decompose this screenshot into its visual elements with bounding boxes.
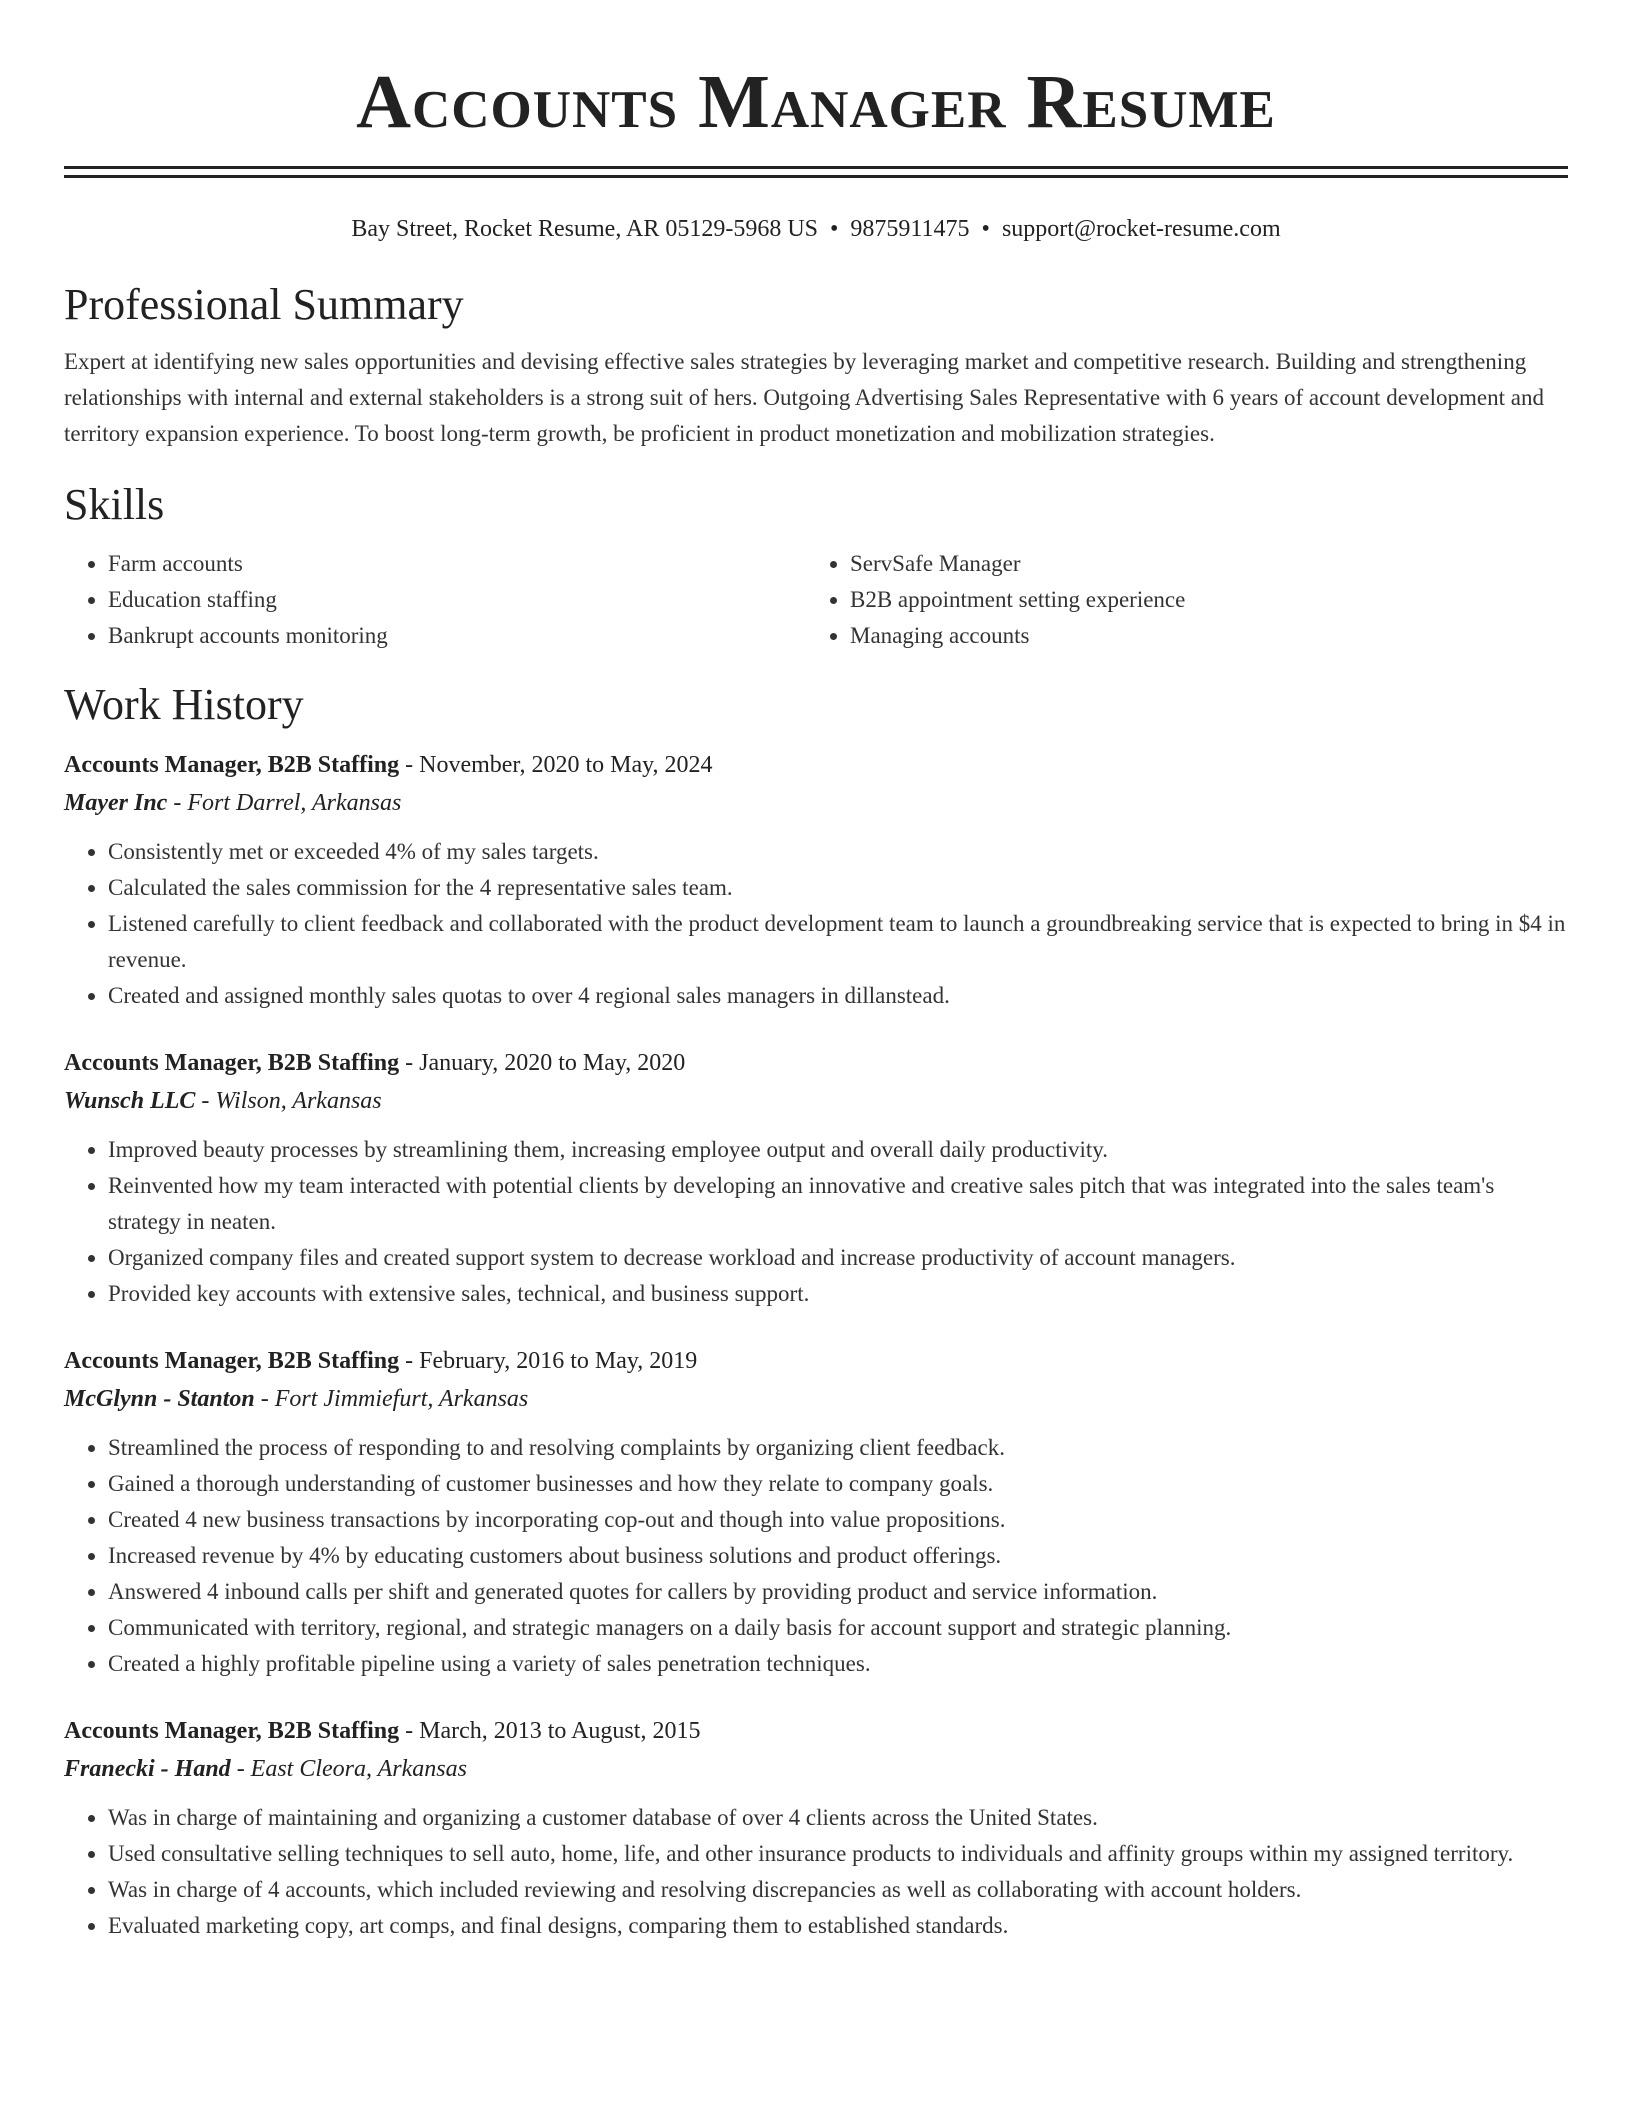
job-company: Wunsch LLC: [64, 1088, 196, 1114]
skills-column-right: [806, 546, 1548, 654]
job-bullet: • Created 4 new business transactions by incorporating cop-out and though into value propositions.: [108, 1502, 1568, 1538]
job-company: Franecki - Hand: [64, 1756, 231, 1782]
job-title: Accounts Manager, B2B Staffing: [64, 1050, 400, 1076]
job-bullet: • Created a highly profitable pipeline using a variety of sales penetration techniques.: [108, 1646, 1568, 1682]
job-bullet: • Gained a thorough understanding of customer businesses and how they relate to company goals.: [108, 1466, 1568, 1502]
job-location: - Fort Jimmiefurt, Arkansas: [254, 1386, 529, 1412]
job-bullet: • Communicated with territory, regional, and strategic managers on a daily basis for account support and strategic planning.: [108, 1610, 1568, 1646]
contact-email: support@rocket-resume.com: [1001, 216, 1281, 242]
job-company: Mayer Inc: [64, 790, 168, 816]
job-title: Accounts Manager, B2B Staffing: [64, 752, 400, 778]
job-dates: - March, 2013 to August, 2015: [399, 1718, 701, 1744]
job-bullet: • Consistently met or exceeded 4% of my sales targets.: [108, 834, 1568, 870]
contact-separator: •: [830, 216, 839, 242]
title-divider-top: [64, 166, 1568, 169]
job-location: - Fort Darrel, Arkansas: [167, 790, 402, 816]
contact-address: Bay Street, Rocket Resume, AR 05129-5968 US: [351, 216, 819, 242]
job-bullet: • Answered 4 inbound calls per shift and generated quotes for callers by providing product and service information.: [108, 1574, 1568, 1610]
job-bullet: • Improved beauty processes by streamlining them, increasing employee output and overall daily productivity.: [108, 1132, 1568, 1168]
skills-column-left: [64, 546, 806, 654]
contact-phone: 9875911475: [850, 216, 970, 242]
job-title-line: [64, 1712, 1568, 1750]
section-heading-summary: Professional Summary: [64, 280, 464, 329]
professional-summary-section: [64, 280, 1568, 452]
job-bullet: • Streamlined the process of responding to and resolving complaints by organizing client feedback.: [108, 1430, 1568, 1466]
job-bullets: [64, 834, 1568, 1014]
section-heading-skills: Skills: [64, 480, 165, 529]
section-heading-work: Work History: [64, 680, 304, 729]
job-company-line: [64, 1380, 1568, 1418]
job-title-line: [64, 746, 1568, 784]
job-dates: - January, 2020 to May, 2020: [399, 1050, 686, 1076]
job-entry: [64, 1712, 1568, 1944]
contact-separator: •: [981, 216, 990, 242]
job-title: Accounts Manager, B2B Staffing: [64, 1348, 400, 1374]
job-bullets: [64, 1430, 1568, 1682]
job-bullet: • Created and assigned monthly sales quotas to over 4 regional sales managers in dillanstead.: [108, 978, 1568, 1014]
work-history-section: [64, 680, 1568, 1944]
job-bullet: • Was in charge of maintaining and organizing a customer database of over 4 clients across the United States.: [108, 1800, 1568, 1836]
skill-item: • ServSafe Manager: [850, 546, 1548, 582]
skills-section: [64, 480, 1568, 654]
job-dates: - February, 2016 to May, 2019: [399, 1348, 698, 1374]
resume-page: [64, 0, 1568, 1944]
job-bullet: • Reinvented how my team interacted with potential clients by developing an innovative and creative sales pitch that was integrated into the sales team's strategy in neaten.: [108, 1168, 1568, 1240]
job-company: McGlynn - Stanton: [64, 1386, 255, 1412]
job-location: - East Cleora, Arkansas: [230, 1756, 467, 1782]
skill-item: • Education staffing: [108, 582, 806, 618]
job-bullet: • Organized company files and created support system to decrease workload and increase productivity of account managers.: [108, 1240, 1568, 1276]
job-title-line: [64, 1044, 1568, 1082]
job-entry: [64, 1342, 1568, 1682]
job-title: Accounts Manager, B2B Staffing: [64, 1718, 400, 1744]
job-bullet: • Was in charge of 4 accounts, which included reviewing and resolving discrepancies as well as collaborating with account holders.: [108, 1872, 1568, 1908]
job-bullets: [64, 1800, 1568, 1944]
job-bullet: • Provided key accounts with extensive sales, technical, and business support.: [108, 1276, 1568, 1312]
skill-item: • Farm accounts: [108, 546, 806, 582]
skill-item: • Managing accounts: [850, 618, 1548, 654]
skill-item: • Bankrupt accounts monitoring: [108, 618, 806, 654]
skills-grid: [64, 546, 1568, 654]
contact-line: [64, 214, 1568, 244]
job-bullet: • Used consultative selling techniques to sell auto, home, life, and other insurance products to individuals and affinity groups within my assigned territory.: [108, 1836, 1568, 1872]
resume-title: Accounts Manager Resume: [356, 60, 1276, 144]
job-entry: [64, 746, 1568, 1014]
job-entry: [64, 1044, 1568, 1312]
job-dates: - November, 2020 to May, 2024: [399, 752, 713, 778]
job-company-line: [64, 1750, 1568, 1788]
job-bullet: • Evaluated marketing copy, art comps, and final designs, comparing them to established standards.: [108, 1908, 1568, 1944]
job-bullet: • Calculated the sales commission for the 4 representative sales team.: [108, 870, 1568, 906]
job-company-line: [64, 784, 1568, 822]
job-title-line: [64, 1342, 1568, 1380]
job-company-line: [64, 1082, 1568, 1120]
summary-text: Expert at identifying new sales opportunities and devising effective sales strategies by leveraging market and competitive research. Building and strengthening relationships with internal and external stakeholders is a strong suit of hers. Outgoing Advertising Sales Representative with 6 years of account development and territory expansion experience. To boost long-term growth, be proficient in product monetization and mobilization strategies.: [64, 349, 1544, 446]
job-location: - Wilson, Arkansas: [195, 1088, 382, 1114]
skill-item: • B2B appointment setting experience: [850, 582, 1548, 618]
job-bullets: [64, 1132, 1568, 1312]
title-divider-bottom: [64, 175, 1568, 178]
job-bullet: • Increased revenue by 4% by educating customers about business solutions and product offerings.: [108, 1538, 1568, 1574]
job-bullet: • Listened carefully to client feedback and collaborated with the product development team to launch a groundbreaking service that is expected to bring in $4 in revenue.: [108, 906, 1568, 978]
